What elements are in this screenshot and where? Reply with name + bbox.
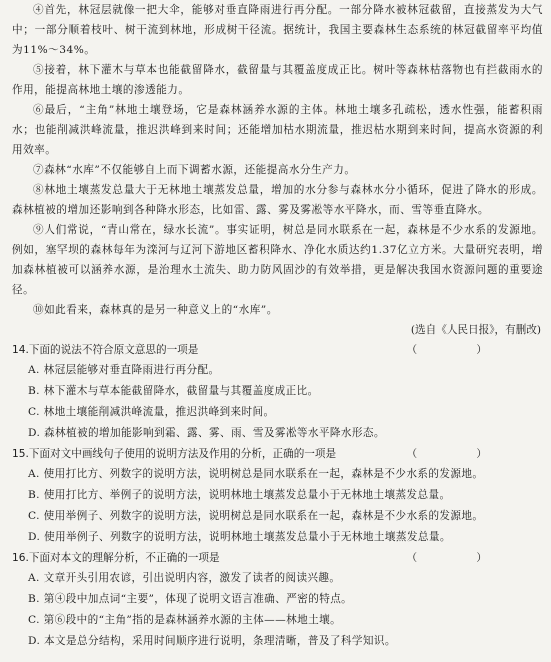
question-15 (12, 444, 543, 548)
option-c: C. 第⑥段中的“主角”指的是森林涵养水源的主体——林地土壤。 (28, 614, 342, 626)
option-d: D. 使用举例子、列数字的说明方法，说明林地土壤蒸发总量小于无林地土壤蒸发总量。 (28, 531, 451, 543)
paragraph-8: ⑧林地土壤蒸发总量大于无林地土壤蒸发总量，增加的水分参与森林水分小循环，促进了降水的形成。森林植被的增加还影响到各种降水形态，比如雷、露、雾及雾凇等水平降水，而、雪等垂直降水。 (12, 184, 543, 216)
paragraph-6: ⑥最后，“主角”林地土壤登场，它是森林涵养水源的主体。林地土壤多孔疏松，透水性强，能蓄积雨水；也能削减洪峰流量，推迟洪峰到来时间；还能增加枯水期流量，推迟枯水期到来时间，提高水资源的利用效率。 (12, 104, 543, 156)
paragraph-4: ④首先，林冠层就像一把大伞，能够对垂直降雨进行再分配。一部分降水被林冠截留，直接蒸发为大气中；一部分顺着枝叶、树干流到林地，形成树干径流。据统计，我国主要森林生态系统的林冠截留率平均值为11%～34%。 (12, 4, 543, 56)
source-citation: (选自《人民日报》，有删改) (410, 324, 541, 336)
question-14 (12, 340, 543, 444)
paragraph-10: ⑩如此看来，森林真的是另一种意义上的“水库”。 (33, 304, 278, 316)
option-b: B. 第④段中加点词“主要”，体现了说明文语言准确、严密的特点。 (28, 593, 353, 605)
option-a: A. 林冠层能够对垂直降雨进行再分配。 (28, 364, 220, 376)
question-stem: 16.下面对本文的理解分析，不正确的一项是 (12, 552, 220, 564)
option-d: D. 本文是总分结构，采用时间顺序进行说明，条理清晰，普及了科学知识。 (28, 635, 396, 647)
option-c: C. 使用举例子、列数字的说明方法，说明树总是同水联系在一起，森林是不少水系的发源地。 (28, 510, 484, 522)
paragraph-5: ⑤接着，林下灌木与草本也能截留降水，截留量与其覆盖度成正比。树叶等森林枯落物也有拦截雨水的作用，能提高林地土壤的渗透能力。 (12, 64, 543, 96)
question-stem: 15.下面对文中画线句子使用的说明方法及作用的分析，正确的一项是 (12, 448, 337, 460)
option-c: C. 林地土壤能削减洪峰流量，推迟洪峰到来时间。 (28, 406, 275, 418)
option-a: A. 文章开头引用农谚，引出说明内容，激发了读者的阅读兴趣。 (28, 572, 341, 584)
option-b: B. 林下灌木与草本能截留降水，截留量与其覆盖度成正比。 (28, 385, 319, 397)
answer-blank: （ ） (406, 448, 515, 460)
option-d: D. 森林植被的增加能影响到霜、露、雾、雨、雪及雾凇等水平降水形态。 (28, 427, 385, 439)
question-16 (12, 548, 543, 652)
option-b: B. 使用打比方、举例子的说明方法，说明林地土壤蒸发总量小于无林地土壤蒸发总量。 (28, 489, 451, 501)
answer-blank: （ ） (406, 552, 515, 564)
option-a: A. 使用打比方、列数字的说明方法，说明树总是同水联系在一起，森林是不少水系的发源地。 (28, 468, 484, 480)
paragraph-9: ⑨人们常说，“青山常在，绿水长流”。事实证明，树总是同水联系在一起，森林是不少水系的发源地。例如，塞罕坝的森林每年为滦河与辽河下游地区蓄积降水、净化水质达约1.37亿立方米。大量研究表明，增加森林植被可以涵养水源，是治理水土流失、助力防风固沙的有效举措，更是解决我国水资源问题的重要途径。 (12, 224, 543, 296)
question-stem: 14.下面的说法不符合原文意思的一项是 (12, 344, 199, 356)
answer-blank: （ ） (406, 344, 515, 356)
paragraph-7: ⑦森林“水库”不仅能够自上而下调蓄水源，还能提高水分生产力。 (33, 164, 356, 176)
